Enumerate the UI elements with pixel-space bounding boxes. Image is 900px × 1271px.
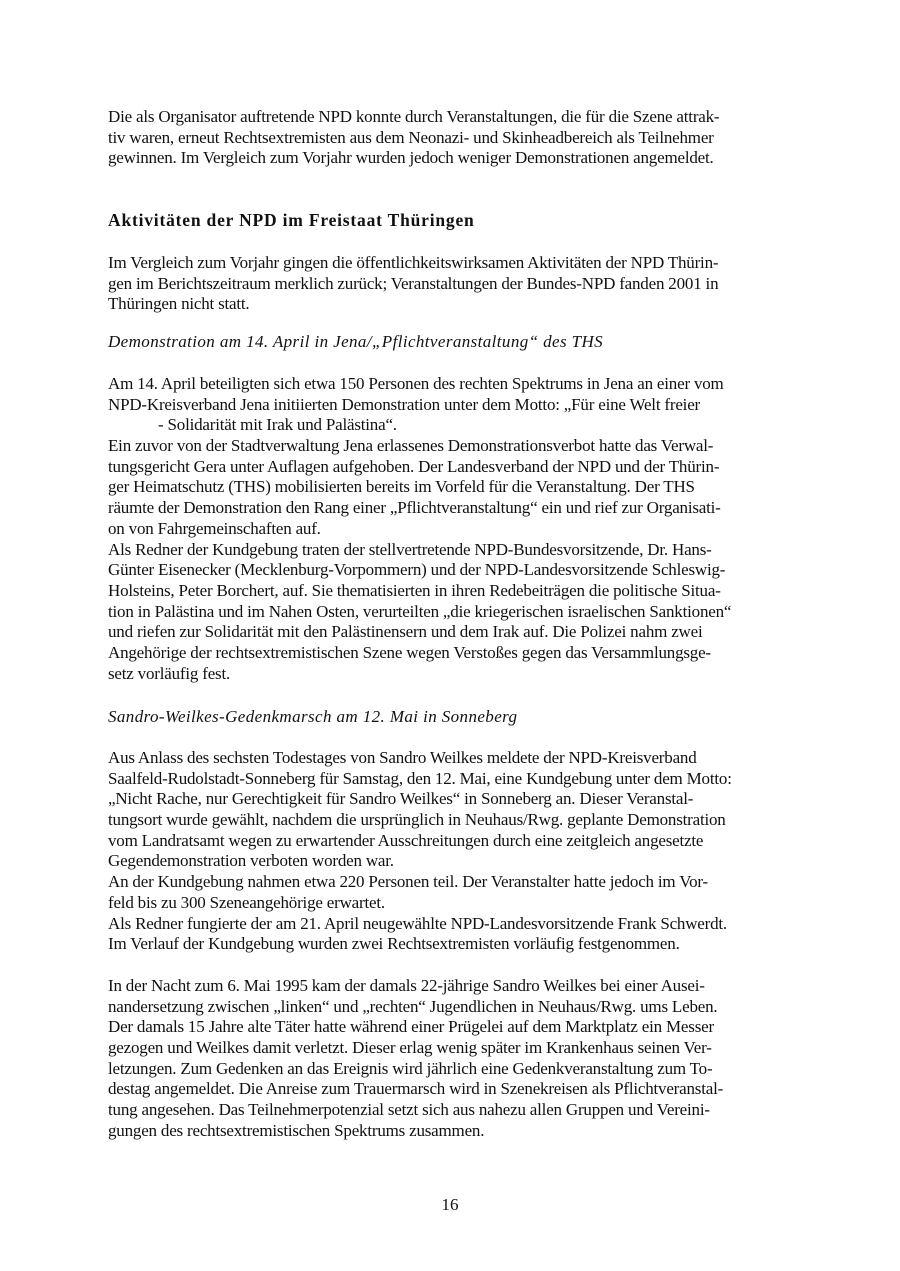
section-heading: Aktivitäten der NPD im Freistaat Thüringen xyxy=(108,210,475,230)
text-line: tung angesehen. Das Teilnehmerpotenzial setzt sich aus nahezu allen Gruppen und Vereini- xyxy=(108,1100,710,1120)
paragraph-sonneberg-rally xyxy=(108,748,732,955)
text-line: Thüringen nicht statt. xyxy=(108,294,250,314)
text-line: In der Nacht zum 6. Mai 1995 kam der damals 22-jährige Sandro Weilkes bei einer Ausei- xyxy=(108,976,705,995)
text-line: feld bis zu 300 Szeneangehörige erwartet. xyxy=(108,892,385,912)
text-line: destag angemeldet. Die Anreise zum Trauermarsch wird in Szenekreisen als Pflichtveranstal- xyxy=(108,1079,724,1099)
text-line: gezogen und Weilkes damit verletzt. Dieser erlag wenig später im Krankenhaus seinen Ver- xyxy=(108,1038,712,1058)
text-line: ger Heimatschutz (THS) mobilisierten bereits im Vorfeld für die Veranstaltung. Der THS xyxy=(108,477,695,497)
text-line: NPD-Kreisverband Jena initiierten Demonstration unter dem Motto: „Für eine Welt freier xyxy=(108,394,701,414)
text-line: Als Redner fungierte der am 21. April neugewählte NPD-Landesvorsitzende Frank Schwerdt. xyxy=(108,913,727,933)
text-line: tiv waren, erneut Rechtsextremisten aus dem Neonazi- und Skinheadbereich als Teilnehmer xyxy=(108,127,714,147)
subheading-sonneberg-march: Sandro-Weilkes-Gedenkmarsch am 12. Mai in Sonneberg xyxy=(108,707,518,726)
text-line: tion in Palästina und im Nahen Osten, verurteilten „die kriegerischen israelischen Sanktionen“ xyxy=(108,601,732,621)
paragraph-overview xyxy=(108,253,718,315)
text-line: on von Fahrgemeinschaften auf. xyxy=(108,518,321,538)
page-number: 16 xyxy=(441,1195,459,1214)
text-line: vom Landratsamt wegen zu erwartender Ausschreitungen durch eine zeitgleich angesetzte xyxy=(108,830,704,850)
text-line: gen im Berichtszeitraum merklich zurück; Veranstaltungen der Bundes-NPD fanden 2001 in xyxy=(108,273,719,293)
text-line: tungsgericht Gera unter Auflagen aufgehoben. Der Landesverband der NPD und der Thürin- xyxy=(108,456,720,476)
text-line: setz vorläufig fest. xyxy=(108,663,231,683)
text-line: „Nicht Rache, nur Gerechtigkeit für Sandro Weilkes“ in Sonneberg an. Dieser Veranstal- xyxy=(108,789,694,809)
text-line: Angehörige der rechtsextremistischen Szene wegen Verstoßes gegen das Versammlungsge- xyxy=(108,642,711,662)
text-line: Der damals 15 Jahre alte Täter hatte während einer Prügelei auf dem Marktplatz ein Messer xyxy=(108,1017,714,1037)
text-line: Im Verlauf der Kundgebung wurden zwei Rechtsextremisten vorläufig festgenommen. xyxy=(108,934,680,954)
text-line: und riefen zur Solidarität mit den Palästinensern und dem Irak auf. Die Polizei nahm zwei xyxy=(108,622,703,642)
paragraph-intro xyxy=(108,107,719,169)
text-line: letzungen. Zum Gedenken an das Ereignis wird jährlich eine Gedenkveranstaltung zum To- xyxy=(108,1058,713,1078)
subheading-jena-demonstration: Demonstration am 14. April in Jena/„Pflichtveranstaltung“ des THS xyxy=(108,332,604,351)
text-line: Saalfeld-Rudolstadt-Sonneberg für Samstag, den 12. Mai, eine Kundgebung unter dem Motto: xyxy=(108,768,732,788)
text-line: Ein zuvor von der Stadtverwaltung Jena erlassenes Demonstrationsverbot hatte das Verwal- xyxy=(108,436,714,456)
text-line: tungsort wurde gewählt, nachdem die ursprünglich in Neuhaus/Rwg. geplante Demonstration xyxy=(108,810,726,830)
text-line: Im Vergleich zum Vorjahr gingen die öffentlichkeitswirksamen Aktivitäten der NPD Thürin- xyxy=(108,253,719,272)
text-line: räumte der Demonstration den Rang einer „Pflichtveranstaltung“ ein und rief zur Organisati- xyxy=(108,498,721,518)
text-line: Die als Organisator auftretende NPD konnte durch Veranstaltungen, die für die Szene attrak- xyxy=(108,107,720,126)
text-line: Gegendemonstration verboten worden war. xyxy=(108,851,394,871)
text-line: gewinnen. Im Vergleich zum Vorjahr wurden jedoch weniger Demonstrationen angemeldet. xyxy=(108,148,714,168)
text-line: Günter Eisenecker (Mecklenburg-Vorpommern) und der NPD-Landesvorsitzende Schleswig- xyxy=(108,560,726,580)
text-line: gungen des rechtsextremistischen Spektrums zusammen. xyxy=(108,1120,485,1140)
paragraph-jena-demonstration xyxy=(108,374,731,684)
text-line: An der Kundgebung nahmen etwa 220 Personen teil. Der Veranstalter hatte jedoch im Vor- xyxy=(108,872,708,892)
text-line: Holsteins, Peter Borchert, auf. Sie thematisierten in ihren Redebeiträgen die politische Situa- xyxy=(108,580,721,600)
text-line: Am 14. April beteiligten sich etwa 150 Personen des rechten Spektrums in Jena an einer vom xyxy=(108,374,724,393)
text-line: - Solidarität mit Irak und Palästina“. xyxy=(158,415,397,435)
paragraph-background xyxy=(108,976,723,1142)
text-line: nandersetzung zwischen „linken“ und „rechten“ Jugendlichen in Neuhaus/Rwg. ums Leben. xyxy=(108,996,718,1016)
text-line: Als Redner der Kundgebung traten der stellvertretende NPD-Bundesvorsitzende, Dr. Hans- xyxy=(108,539,712,559)
text-line: Aus Anlass des sechsten Todestages von Sandro Weilkes meldete der NPD-Kreisverband xyxy=(108,748,697,767)
